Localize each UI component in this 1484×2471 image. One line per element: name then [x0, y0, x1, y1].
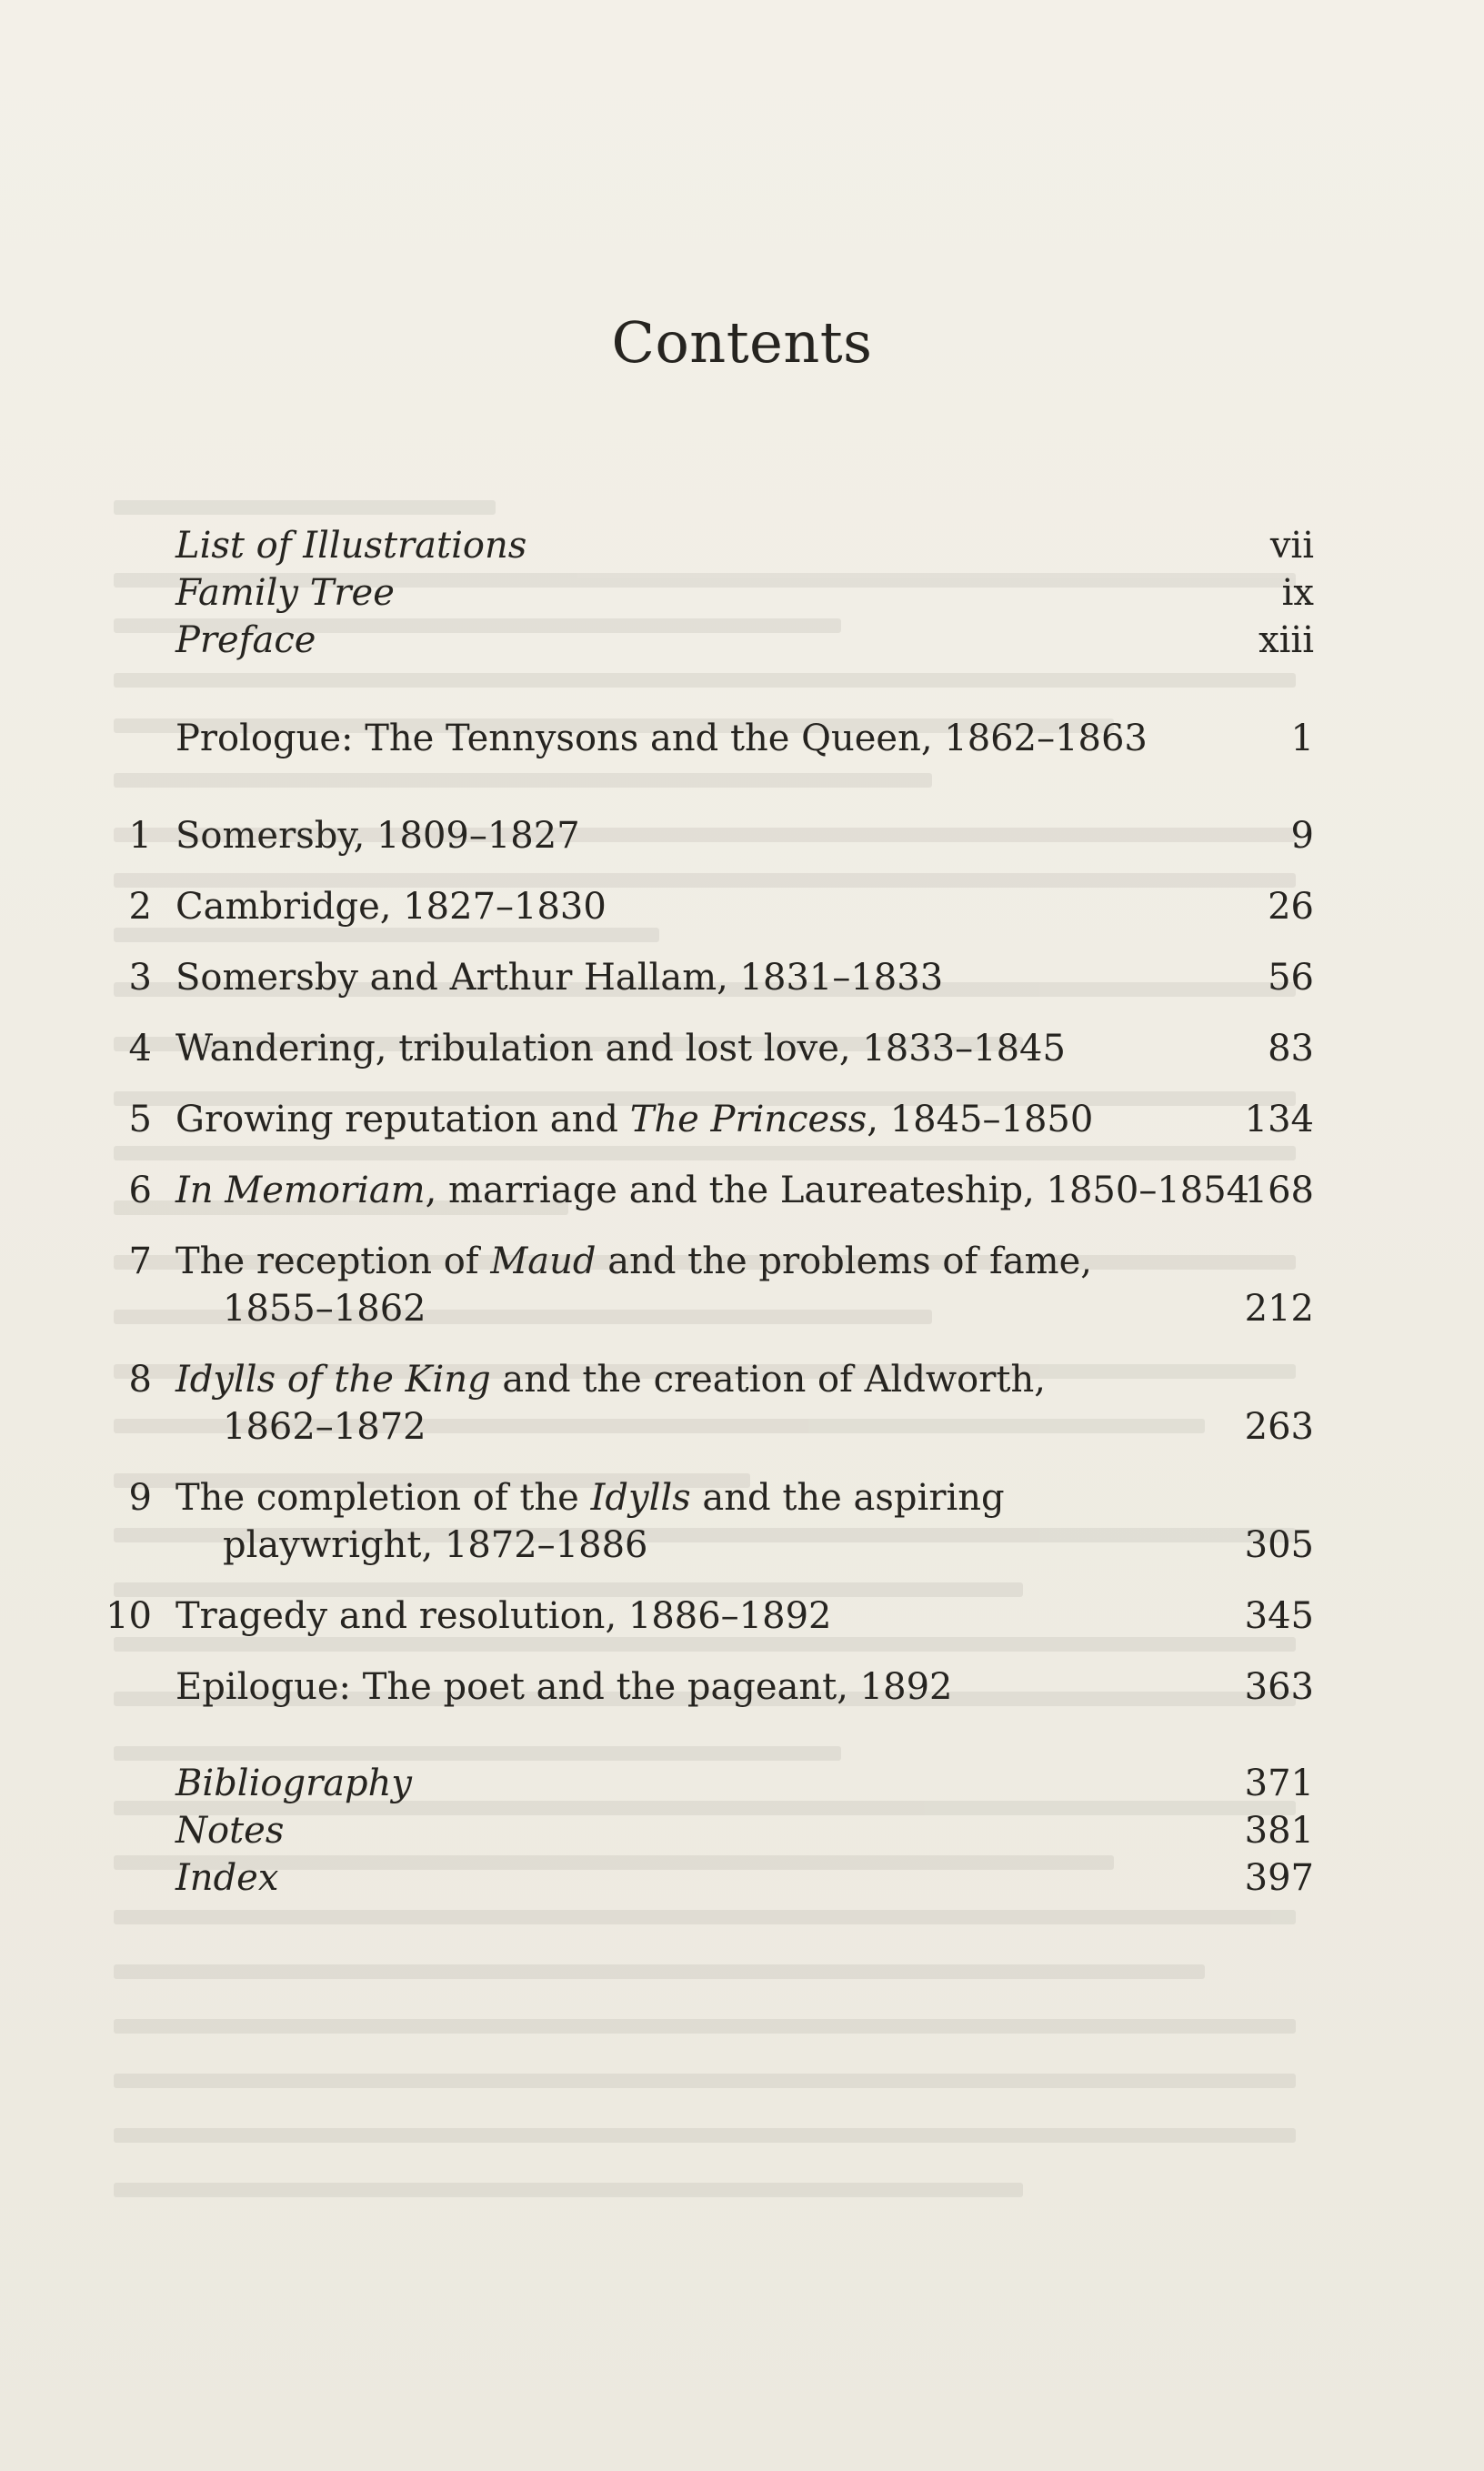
chapter-number: 1	[128, 815, 152, 857]
entry-page: 26	[1268, 886, 1314, 928]
label-text: and the problems of fame,	[596, 1241, 1092, 1282]
entry-label: Family Tree	[175, 572, 395, 614]
entry-label: Somersby and Arthur Hallam, 1831–1833	[175, 957, 944, 999]
entry-label: Prologue: The Tennysons and the Queen, 1862–1863	[175, 718, 1148, 759]
chapter-number: 5	[128, 1099, 152, 1140]
entry-label: Index	[175, 1857, 279, 1899]
label-italic-title: In Memoriam	[175, 1170, 426, 1211]
entry-label: Wandering, tribulation and lost love, 1833–1845	[175, 1028, 1066, 1070]
chapter-number: 10	[105, 1595, 152, 1637]
entry-label: Cambridge, 1827–1830	[175, 886, 607, 928]
entry-label: Tragedy and resolution, 1886–1892	[175, 1595, 832, 1637]
label-text: and the creation of Aldworth,	[490, 1359, 1046, 1401]
entry-label	[175, 1237, 1092, 1286]
chapter-number: 4	[128, 1028, 152, 1070]
entry-page: xiii	[1258, 619, 1314, 661]
entry-label	[175, 1095, 1093, 1144]
entry-page: 263	[1244, 1406, 1314, 1448]
label-italic-title: Maud	[490, 1241, 597, 1282]
entry-page: 371	[1244, 1763, 1314, 1804]
entry-label	[175, 1355, 1046, 1404]
entry-page: 56	[1268, 957, 1314, 999]
entry-page: 345	[1244, 1595, 1314, 1637]
label-text: The completion of the	[175, 1477, 591, 1519]
entry-label: Somersby, 1809–1827	[175, 815, 580, 857]
entry-label: Bibliography	[175, 1763, 412, 1804]
entry-page: ix	[1281, 572, 1314, 614]
entry-label: Epilogue: The poet and the pageant, 1892	[175, 1666, 953, 1708]
entry-page: vii	[1269, 525, 1314, 567]
entry-label: Notes	[175, 1810, 285, 1852]
entry-label	[175, 1166, 1249, 1215]
entry-page: 83	[1268, 1028, 1314, 1070]
entry-label: Preface	[175, 619, 316, 661]
entry-label-continuation: 1862–1872	[223, 1406, 426, 1448]
chapter-number: 7	[128, 1241, 152, 1282]
entry-page: 381	[1244, 1810, 1314, 1852]
entry-page: 212	[1244, 1288, 1314, 1330]
chapter-number: 3	[128, 957, 152, 999]
label-italic-title: Idylls	[590, 1477, 691, 1519]
entry-page: 397	[1244, 1857, 1314, 1899]
entry-label-continuation: playwright, 1872–1886	[223, 1524, 648, 1566]
label-text: and the aspiring	[690, 1477, 1005, 1519]
entry-page: 363	[1244, 1666, 1314, 1708]
label-text: , 1845–1850	[867, 1099, 1094, 1140]
entry-label	[175, 1473, 1005, 1522]
label-text: , marriage and the Laureateship, 1850–1854	[425, 1170, 1250, 1211]
entry-page: 168	[1244, 1170, 1314, 1211]
entry-page: 305	[1244, 1524, 1314, 1566]
chapter-number: 2	[128, 886, 152, 928]
label-italic-title: The Princess	[629, 1099, 867, 1140]
entry-label: List of Illustrations	[175, 525, 527, 567]
entry-label-continuation: 1855–1862	[223, 1288, 426, 1330]
label-italic-title: Idylls of the King	[175, 1359, 491, 1401]
entry-page: 134	[1244, 1099, 1314, 1140]
label-text: Growing reputation and	[175, 1099, 630, 1140]
chapter-number: 6	[128, 1170, 152, 1211]
label-text: The reception of	[175, 1241, 491, 1282]
chapter-number: 8	[128, 1359, 152, 1401]
entry-page: 1	[1290, 718, 1314, 759]
page-title: Contents	[611, 309, 873, 376]
entry-page: 9	[1290, 815, 1314, 857]
chapter-number: 9	[128, 1477, 152, 1519]
